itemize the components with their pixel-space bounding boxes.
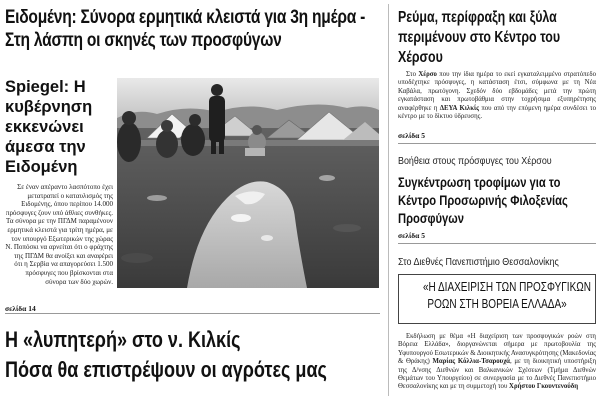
herso-text-suffix: που από την επόμενη ημέρα συνδέσει το κέντρο με το δίκτυο ύδρευσης. bbox=[398, 104, 596, 121]
photo-graphic bbox=[117, 78, 379, 288]
left-divider bbox=[5, 313, 380, 314]
university-text-mid: , με τη διοικητική υποστήριξη της Δ/νσης Διεθνών και Βαλκανικών Σχέσεων (Τμήμα Διεθνών Θεμάτων του Υπουργείου) σε συνεργασία με το Διεθνές Πανεπιστήμιο Θεσσαλονίκης και με τη συμμετοχή του bbox=[398, 358, 597, 391]
herso-page-reference[interactable]: σελίδα 5 bbox=[398, 131, 425, 140]
herso-text-bold1: Χέρσο bbox=[418, 71, 437, 78]
university-text-bold2: Χρήστου Γκουντενούδη bbox=[509, 383, 579, 391]
herso-story-text bbox=[398, 71, 596, 121]
right-divider-2 bbox=[398, 243, 596, 244]
university-text-prefix: Εκδήλωση με θέμα «Η διαχείριση των προσφυγικών ροών στη Βόρεια Ελλάδα», διοργανώνεται σήμερα με πρωτοβουλία της Υφυπουργού Εσωτερικών & Διοικητικής Ανασυγκρότησης (Μακεδονίας & Θράκης) bbox=[398, 333, 596, 366]
herso-headline-text: Ρεύμα, περίφραξη και ξύλα περιμένουν στο Κέντρο του Χέρσου bbox=[398, 9, 561, 66]
main-story-body bbox=[5, 183, 113, 286]
herso-text-prefix: Στο bbox=[406, 71, 419, 78]
herso-headline[interactable] bbox=[398, 8, 596, 68]
university-text-bold1: Μαρίας Κόλλια-Τσαρουχά bbox=[432, 358, 510, 366]
bottom-headline[interactable] bbox=[5, 325, 395, 385]
bottom-headline-line2: Πόσα θα επιστρέψουν οι αγρότες μας bbox=[5, 357, 327, 382]
food-aid-kicker bbox=[398, 155, 596, 168]
main-headline[interactable] bbox=[5, 6, 390, 52]
main-page-reference[interactable]: σελίδα 14 bbox=[5, 304, 36, 313]
university-kicker-text: Στο Διεθνές Πανεπιστήμιο Θεσσαλονίκης bbox=[398, 256, 559, 268]
food-aid-headline-text: Συγκέντρωση τροφίμων για το Κέντρο Προσωρινής Φιλοξενίας Προσφύγων bbox=[398, 174, 568, 226]
university-story-text bbox=[398, 333, 596, 392]
food-aid-page-reference[interactable]: σελίδα 5 bbox=[398, 231, 425, 240]
main-story-paragraph: Σε έναν απέραντο λασπότοπο έχει μετατραπεί ο καταυλισμός της Ειδομένης, όπου περίπου 14.000 πρόσφυγες ζουν υπό άθλιες συνθήκες. Τα σύνορα με την ΠΓΔΜ παραμένουν ερμητικά κλειστά για τρίτη ημέρα, με τον υπουργό Εξωτερικών της χώρας Ν. Ποπόσκι να αρνείται ότι ο φράχτης της ΠΓΔΜ θα ανοίξει και αναφέρει ότι η Σερβία να απαγορεύσει 1.500 πρόσφυγες που βρίσκονται στα σύνορα των δύο χωρών. bbox=[5, 183, 113, 286]
main-headline-text: Ειδομένη: Σύνορα ερμητικά κλειστά για 3η ημέρα - Στη λάσπη οι σκηνές των προσφύγων bbox=[5, 7, 366, 51]
herso-story-paragraph bbox=[398, 71, 596, 121]
university-box-line2: ΡΟΩΝ ΣΤΗ ΒΟΡΕΙΑ ΕΛΛΑΔΑ» bbox=[427, 297, 567, 311]
herso-text-mid: που την ίδια ημέρα το εκεί εγκαταλειμμένο στρατόπεδο υποδέχτηκε πρόσφυγες, η κατάσταση έτσι, σύμφωνα με τη Νέα Καβάλα, πρωτόγονη. Σχεδόν δύο εβδομάδες μετά την πρώτη εγκατάσταση και πρωτοβάθμια στην τοχρήσιμα εξυπηρέτησης αναφέρθηκε η bbox=[398, 71, 596, 112]
column-divider bbox=[388, 4, 389, 396]
food-aid-kicker-text: Βοήθεια στους πρόσφυγες του Χέρσου bbox=[398, 155, 552, 167]
refugee-camp-photo bbox=[117, 78, 379, 288]
right-divider-1 bbox=[398, 143, 596, 144]
university-box-line1: «Η ΔΙΑΧΕΙΡΙΣΗ ΤΩΝ ΠΡΟΣΦΥΓΙΚΩΝ bbox=[422, 280, 591, 294]
food-aid-headline[interactable] bbox=[398, 173, 596, 227]
university-kicker bbox=[398, 256, 596, 269]
spiegel-headline[interactable]: Spiegel: Η κυβέρνηση εκκενώνει άμεσα την Ειδομένη bbox=[5, 78, 93, 176]
university-headline-box[interactable] bbox=[398, 274, 596, 324]
herso-text-bold2: ΔΕΥΑ Κιλκίς bbox=[439, 104, 479, 112]
bottom-headline-line1: Η «λυπητερή» στο ν. Κιλκίς bbox=[5, 327, 241, 352]
university-story-paragraph bbox=[398, 333, 596, 392]
